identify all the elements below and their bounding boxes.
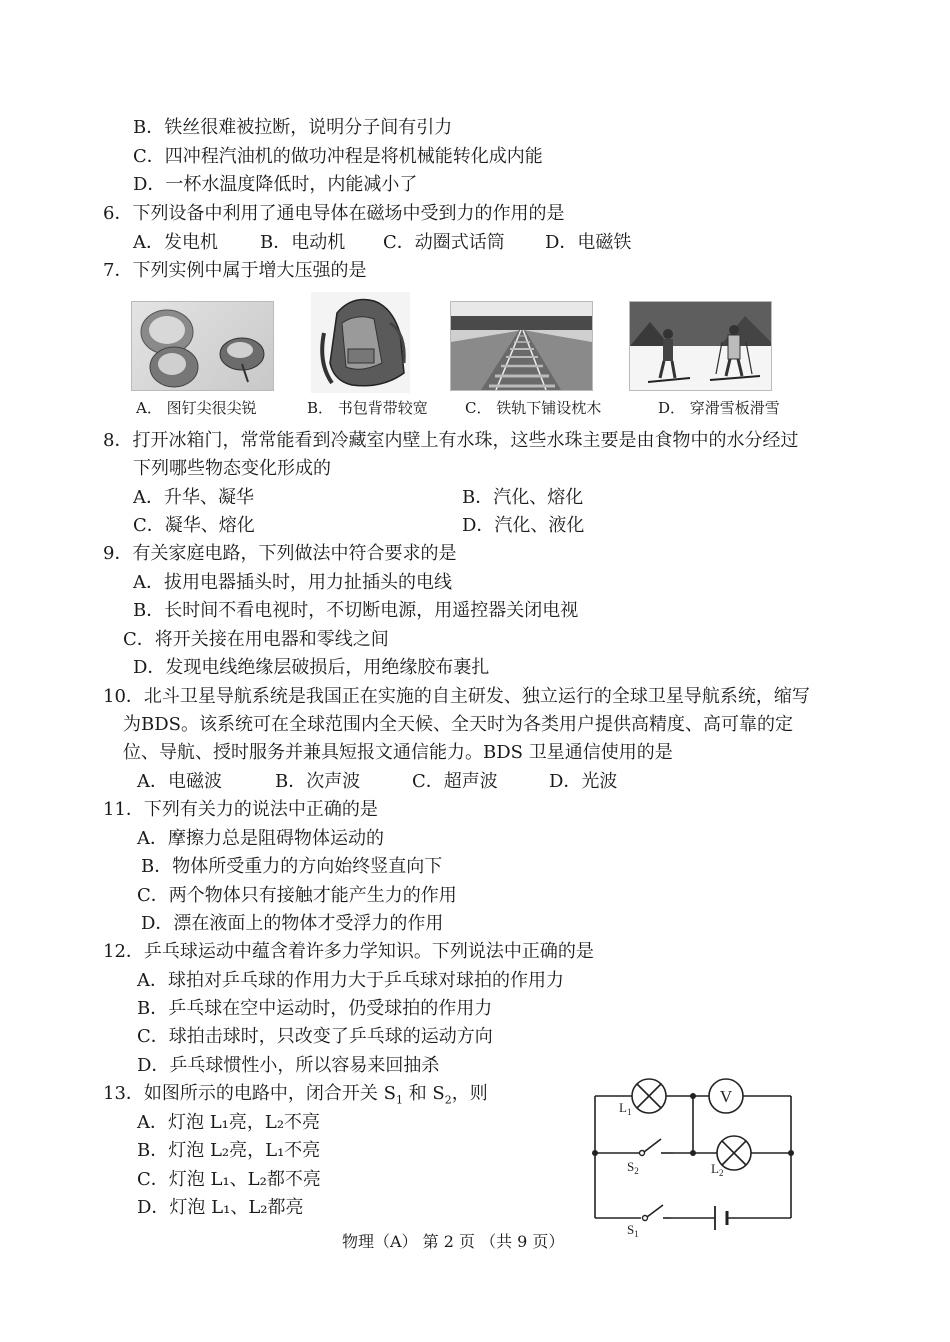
backpack-photo bbox=[311, 292, 410, 393]
q12-option-c: C．球拍击球时，只改变了乒乓球的运动方向 bbox=[137, 1026, 493, 1047]
q7-stem: 7．下列实例中属于增大压强的是 bbox=[103, 260, 367, 281]
q6-stem: 6．下列设备中利用了通电导体在磁场中受到力的作用的是 bbox=[103, 203, 565, 224]
q10-option-c: C．超声波 bbox=[412, 771, 498, 792]
skiers-illustration bbox=[630, 302, 771, 390]
q10-stem-line1: 10．北斗卫星导航系统是我国正在实施的自主研发、独立运行的全球卫星导航系统，缩写 bbox=[103, 686, 810, 707]
q9-option-b: B．长时间不看电视时，不切断电源，用遥控器关闭电视 bbox=[133, 600, 579, 621]
q6-option-b: B．电动机 bbox=[260, 232, 346, 253]
q9-option-a: A．拔用电器插头时，用力扯插头的电线 bbox=[133, 572, 452, 593]
q7-caption-a: A． 图钉尖很尖锐 bbox=[136, 399, 257, 417]
q9-option-c: C．将开关接在用电器和零线之间 bbox=[123, 629, 389, 650]
thumbtack-illustration bbox=[132, 302, 273, 390]
junction-dot bbox=[690, 1093, 696, 1099]
q9-stem: 9．有关家庭电路，下列做法中符合要求的是 bbox=[103, 543, 457, 564]
thumbtack-photo bbox=[131, 301, 274, 391]
q12-stem: 12．乒乓球运动中蕴含着许多力学知识。下列说法中正确的是 bbox=[103, 941, 594, 962]
l2-label-text: L bbox=[711, 1161, 719, 1176]
skiers-photo bbox=[629, 301, 772, 391]
q8-option-d: D．汽化、液化 bbox=[462, 515, 585, 536]
q13-option-b: B．灯泡 L₂亮，L₁不亮 bbox=[137, 1140, 321, 1161]
q11-option-d: D．漂在液面上的物体才受浮力的作用 bbox=[141, 913, 444, 934]
s2-label-sub: 2 bbox=[634, 1166, 639, 1176]
q12-option-d: D．乒乓球惯性小，所以容易来回抽杀 bbox=[137, 1055, 440, 1076]
q5-option-b: B．铁丝很难被拉断，说明分子间有引力 bbox=[133, 117, 453, 138]
l2-label-sub: 2 bbox=[718, 1168, 724, 1178]
backpack-illustration bbox=[312, 293, 409, 392]
junction-dot bbox=[788, 1150, 794, 1156]
page-footer: 物理（A） 第 2 页 （共 9 页） bbox=[342, 1232, 565, 1251]
q12-option-b: B．乒乓球在空中运动时，仍受球拍的作用力 bbox=[137, 998, 493, 1019]
q7-caption-b: B． 书包背带较宽 bbox=[307, 399, 428, 417]
q8-stem-line2: 下列哪些物态变化形成的 bbox=[133, 458, 331, 479]
q10-option-d: D．光波 bbox=[549, 771, 618, 792]
q10-stem-line2: 为BDS。该系统可在全球范围内全天候、全天时为各类用户提供高精度、高可靠的定 bbox=[123, 714, 793, 735]
s1-label bbox=[627, 1222, 639, 1239]
q10-stem-line3: 位、导航、授时服务并兼具短报文通信能力。BDS 卫星通信使用的是 bbox=[123, 742, 673, 763]
q11-option-a: A．摩擦力总是阻碍物体运动的 bbox=[137, 828, 384, 849]
s1-label-sub: 1 bbox=[634, 1229, 639, 1239]
q13-option-d: D．灯泡 L₁、L₂都亮 bbox=[137, 1197, 304, 1218]
l1-label-sub: 1 bbox=[626, 1107, 632, 1117]
q10-option-a: A．电磁波 bbox=[137, 771, 222, 792]
q8-option-c: C．凝华、熔化 bbox=[133, 515, 255, 536]
q13-option-a: A．灯泡 L₁亮，L₂不亮 bbox=[137, 1112, 321, 1133]
q7-caption-d: D． 穿滑雪板滑雪 bbox=[658, 399, 780, 417]
q5-option-c: C．四冲程汽油机的做功冲程是将机械能转化成内能 bbox=[133, 146, 543, 167]
s2-label bbox=[627, 1159, 639, 1176]
q7-caption-c: C． 铁轨下铺设枕木 bbox=[465, 399, 602, 417]
l1-label bbox=[619, 1100, 631, 1117]
voltmeter-symbol bbox=[709, 1079, 743, 1113]
q8-stem-line1: 8．打开冰箱门，常常能看到冷藏室内壁上有水珠，这些水珠主要是由食物中的水分经过 bbox=[103, 430, 799, 451]
q13-stem-sub2: 2 bbox=[444, 1093, 452, 1107]
q6-option-d: D．电磁铁 bbox=[545, 232, 632, 253]
q13-stem bbox=[103, 1082, 488, 1113]
junction-dot bbox=[592, 1150, 598, 1156]
railway-illustration bbox=[451, 302, 592, 390]
q11-option-b: B．物体所受重力的方向始终竖直向下 bbox=[141, 856, 443, 877]
lamp-l1-symbol bbox=[632, 1079, 666, 1113]
q9-option-d: D．发现电线绝缘层破损后，用绝缘胶布裹扎 bbox=[133, 657, 490, 678]
lamp-l2-symbol bbox=[717, 1136, 751, 1170]
q11-stem: 11．下列有关力的说法中正确的是 bbox=[103, 799, 378, 820]
q5-option-d: D．一杯水温度降低时，内能减小了 bbox=[133, 174, 418, 195]
q13-stem-sub1: 1 bbox=[395, 1093, 403, 1107]
q6-option-c: C．动圈式话筒 bbox=[383, 232, 505, 253]
battery-symbol bbox=[715, 1206, 727, 1230]
s2-label-text: S bbox=[627, 1159, 635, 1174]
q13-stem-part-b: 和 S bbox=[402, 1083, 445, 1104]
q8-option-a: A．升华、凝华 bbox=[133, 487, 254, 508]
q13-option-c: C．灯泡 L₁、L₂都不亮 bbox=[137, 1169, 321, 1190]
s1-label-text: S bbox=[627, 1222, 635, 1237]
railway-track-photo bbox=[450, 301, 593, 391]
circuit-diagram bbox=[585, 1068, 805, 1240]
q10-option-b: B．次声波 bbox=[275, 771, 361, 792]
q8-option-b: B．汽化、熔化 bbox=[462, 487, 584, 508]
q6-option-a: A．发电机 bbox=[133, 232, 218, 253]
junction-dot bbox=[690, 1150, 696, 1156]
l1-label-text: L bbox=[619, 1100, 627, 1115]
q13-stem-part-c: ，则 bbox=[451, 1083, 488, 1104]
switch-s2-symbol bbox=[640, 1139, 674, 1156]
q11-option-c: C．两个物体只有接触才能产生力的作用 bbox=[137, 885, 457, 906]
q13-stem-part-a: 13．如图所示的电路中，闭合开关 S bbox=[103, 1083, 396, 1104]
switch-s1-symbol bbox=[643, 1205, 672, 1221]
q12-option-a: A．球拍对乒乓球的作用力大于乒乓球对球拍的作用力 bbox=[137, 970, 564, 991]
voltmeter-label: V bbox=[719, 1087, 733, 1106]
